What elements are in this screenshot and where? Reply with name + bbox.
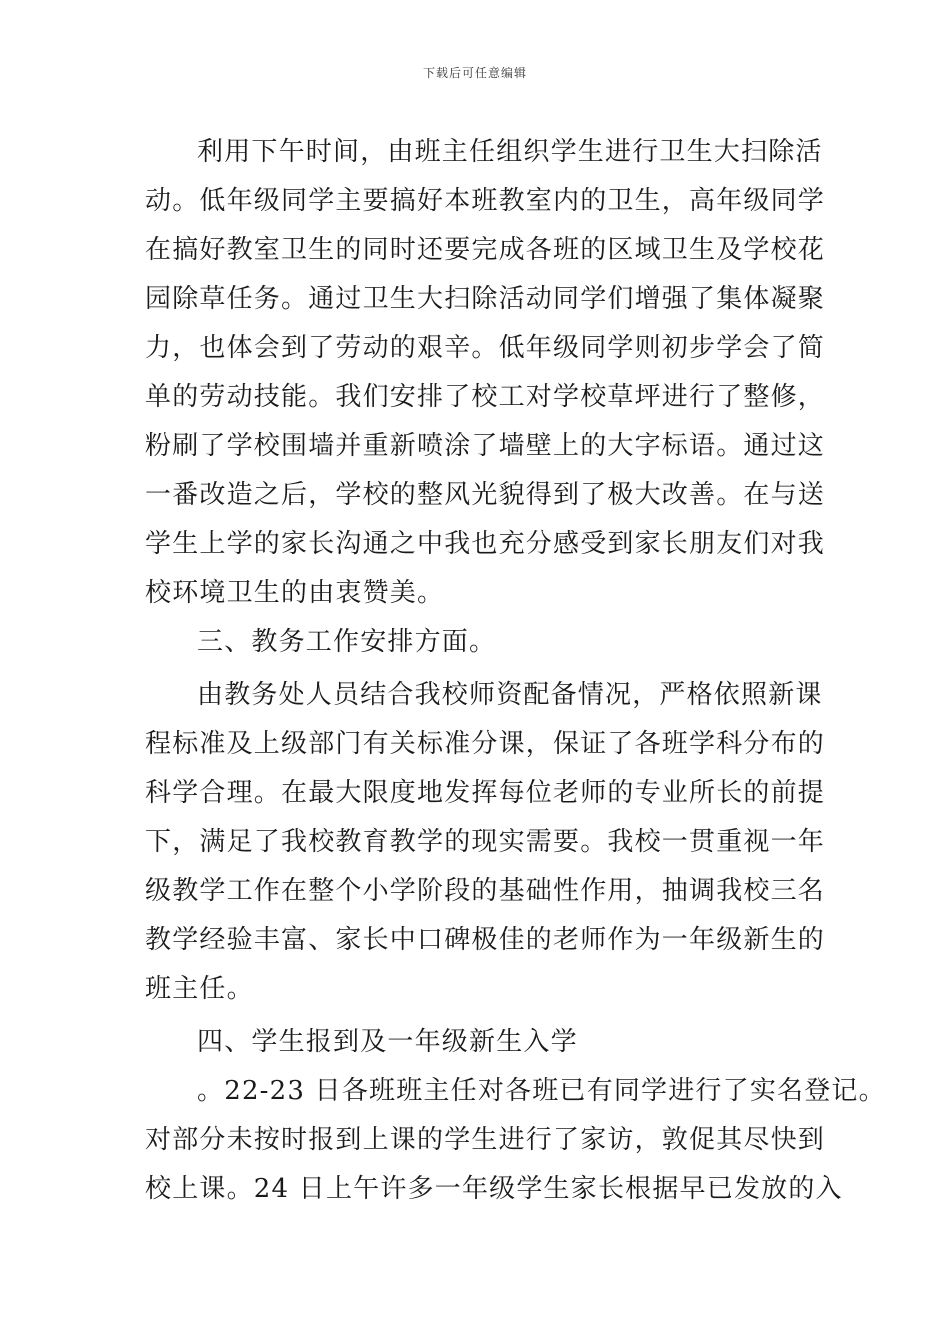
paragraph-line: 单的劳动技能。我们安排了校工对学校草坪进行了整修， xyxy=(145,382,826,412)
paragraph-line: 学生上学的家长沟通之中我也充分感受到家长朋友们对我 xyxy=(145,529,826,559)
paragraph-line: 动。低年级同学主要搞好本班教室内的卫生，高年级同学 xyxy=(145,186,826,216)
paragraph-line: 程标准及上级部门有关标准分课，保证了各班学科分布的 xyxy=(145,729,826,759)
section-heading: 三、教务工作安排方面。 xyxy=(197,627,497,657)
paragraph-line: 一番改造之后，学校的整风光貌得到了极大改善。在与送 xyxy=(145,480,826,510)
paragraph-line: 对部分未按时报到上课的学生进行了家访，敦促其尽快到 xyxy=(145,1125,826,1155)
section-heading: 四、学生报到及一年级新生入学 xyxy=(197,1027,578,1057)
paragraph-line: 校上课。24 日上午许多一年级学生家长根据早已发放的入 xyxy=(145,1174,843,1204)
document-body xyxy=(145,128,886,1214)
paragraph-line: 下，满足了我校教育教学的现实需要。我校一贯重视一年 xyxy=(145,827,826,857)
paragraph-line: 。22-23 日各班班主任对各班已有同学进行了实名登记。 xyxy=(197,1076,886,1106)
paragraph-line: 班主任。 xyxy=(145,974,254,1004)
page-header: 下载后可任意编辑 xyxy=(422,66,527,80)
paragraph-line: 在搞好教室卫生的同时还要完成各班的区域卫生及学校花 xyxy=(145,235,826,265)
paragraph-line: 力，也体会到了劳动的艰辛。低年级同学则初步学会了简 xyxy=(145,333,826,363)
paragraph-line: 级教学工作在整个小学阶段的基础性作用，抽调我校三名 xyxy=(145,876,826,906)
paragraph-line: 由教务处人员结合我校师资配备情况，严格依照新课 xyxy=(197,680,823,710)
paragraph-line: 利用下午时间，由班主任组织学生进行卫生大扫除活 xyxy=(197,137,823,167)
paragraph-line: 园除草任务。通过卫生大扫除活动同学们增强了集体凝聚 xyxy=(145,284,826,314)
paragraph-line: 校环境卫生的由衷赞美。 xyxy=(145,578,445,608)
paragraph-line: 教学经验丰富、家长中口碑极佳的老师作为一年级新生的 xyxy=(145,925,826,955)
paragraph-line: 粉刷了学校围墙并重新喷涂了墙壁上的大字标语。通过这 xyxy=(145,431,826,461)
paragraph-line: 科学合理。在最大限度地发挥每位老师的专业所长的前提 xyxy=(145,778,826,808)
